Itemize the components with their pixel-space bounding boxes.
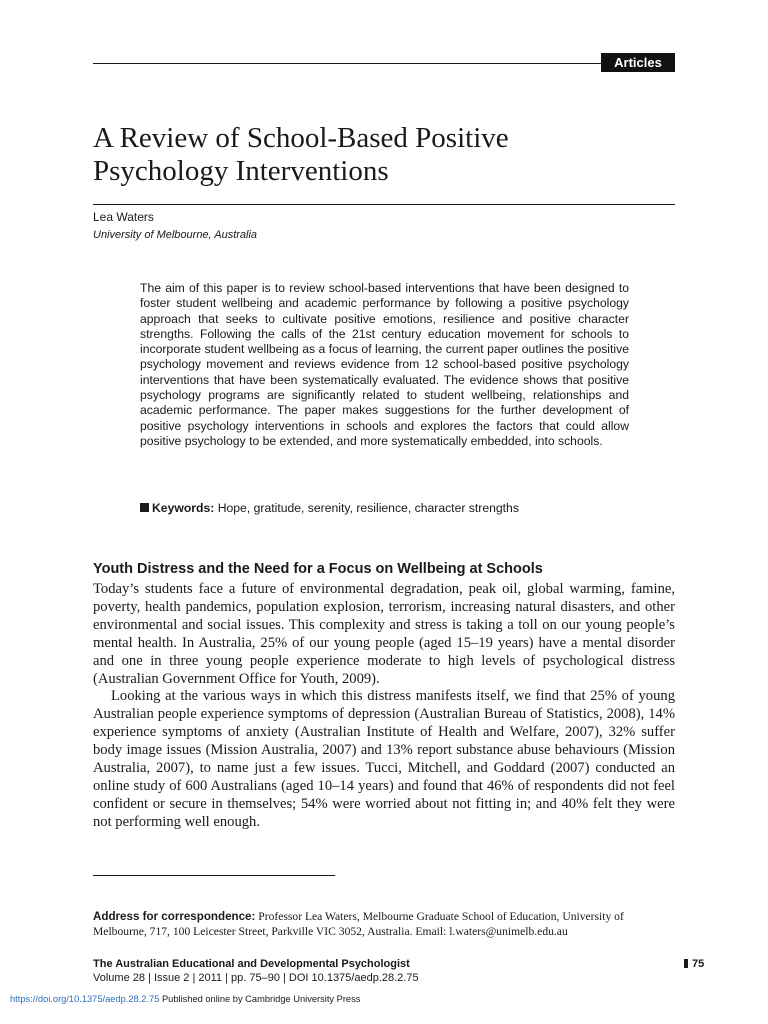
- page-number-value: 75: [692, 958, 705, 970]
- journal-name: The Australian Educational and Developmental Psychologist: [93, 958, 410, 970]
- section-heading: Youth Distress and the Need for a Focus on Wellbeing at Schools: [93, 561, 543, 577]
- correspondence-label: Address for correspondence:: [93, 910, 256, 923]
- correspondence-text: Professor Lea Waters, Melbourne Graduate School of Education, University of Melbourne, 717, 100 Leicester Street, Parkville VIC 3052, Australia. Email: l.waters@unimelb.edu.au: [93, 910, 624, 938]
- body-paragraph: Today’s students face a future of environmental degradation, peak oil, global warming, famine, poverty, health pandemics, population explosion, terrorism, increasing natural disasters, and other environmental and social issues. This complexity and stress is taking a toll on our young people’s mental health. In Australia, 25% of our young people (aged 15–19 years) have a mental disorder and one in three young people experience moderate to high levels of psychological distress (Australian Government Office for Youth, 2009).: [93, 581, 675, 687]
- doi-link[interactable]: https://doi.org/10.1375/aedp.28.2.75: [10, 994, 160, 1004]
- page-number: [684, 957, 704, 971]
- body-paragraph: Looking at the various ways in which this distress manifests itself, we find that 25% of young Australian people experience symptoms of depression (Australian Bureau of Statistics, 2008), 14% experience symptoms of anxiety (Australian Institute of Health and Welfare, 2007), 32% suffer body image issues (Mission Australia, 2007) and 13% report substance abuse behaviours (Mission Australia, 2007), to name just a few issues. Tucci, Mitchell, and Goddard (2007) conducted an online study of 600 Australians (aged 10–14 years) and found that 46% of respondents did not feel confident or secure in themselves; 54% were worried about not fitting in; and 40% felt they were not performing well enough.: [93, 688, 675, 830]
- keywords-label: Keywords:: [152, 501, 215, 515]
- footnote-rule: [93, 875, 335, 876]
- correspondence-note: [93, 909, 678, 939]
- author-affiliation: University of Melbourne, Australia: [93, 229, 258, 241]
- article-title: [93, 122, 673, 188]
- keywords-bullet-icon: [140, 503, 149, 512]
- title-rule: [93, 204, 675, 205]
- title-line-2: Psychology Interventions: [93, 155, 389, 187]
- abstract: The aim of this paper is to review school-based interventions that have been designed to foster student wellbeing and academic performance by following a positive psychology approach that seeks to cultivate positive emotions, resilience and positive character strengths. Following the calls of the 21st century education movement for schools to incorporate student wellbeing as a focus of learning, the current paper outlines the positive psychology movement and reviews evidence from 12 school-based positive psychology interventions that have been systematically evaluated. The evidence shows that positive psychology programs are significantly related to student wellbeing, relationships and academic performance. The paper makes suggestions for the further development of positive psychology interventions in schools and explores the factors that could allow positive psychology to be extended, and more systematically embedded, into schools.: [140, 281, 629, 448]
- issue-info: Volume 28 | Issue 2 | 2011 | pp. 75–90 | DOI 10.1375/aedp.28.2.75: [93, 972, 419, 984]
- doi-footer: [10, 993, 360, 1005]
- section-badge: Articles: [601, 53, 675, 72]
- page-mark-icon: [684, 959, 688, 968]
- title-line-1: A Review of School-Based Positive: [93, 122, 509, 154]
- author-name: Lea Waters: [93, 210, 154, 224]
- top-rule: [93, 63, 675, 64]
- published-note: Published online by Cambridge University Press: [159, 994, 361, 1004]
- body-text: [93, 581, 675, 832]
- keywords: [140, 500, 640, 516]
- keywords-list: Hope, gratitude, serenity, resilience, character strengths: [217, 501, 519, 515]
